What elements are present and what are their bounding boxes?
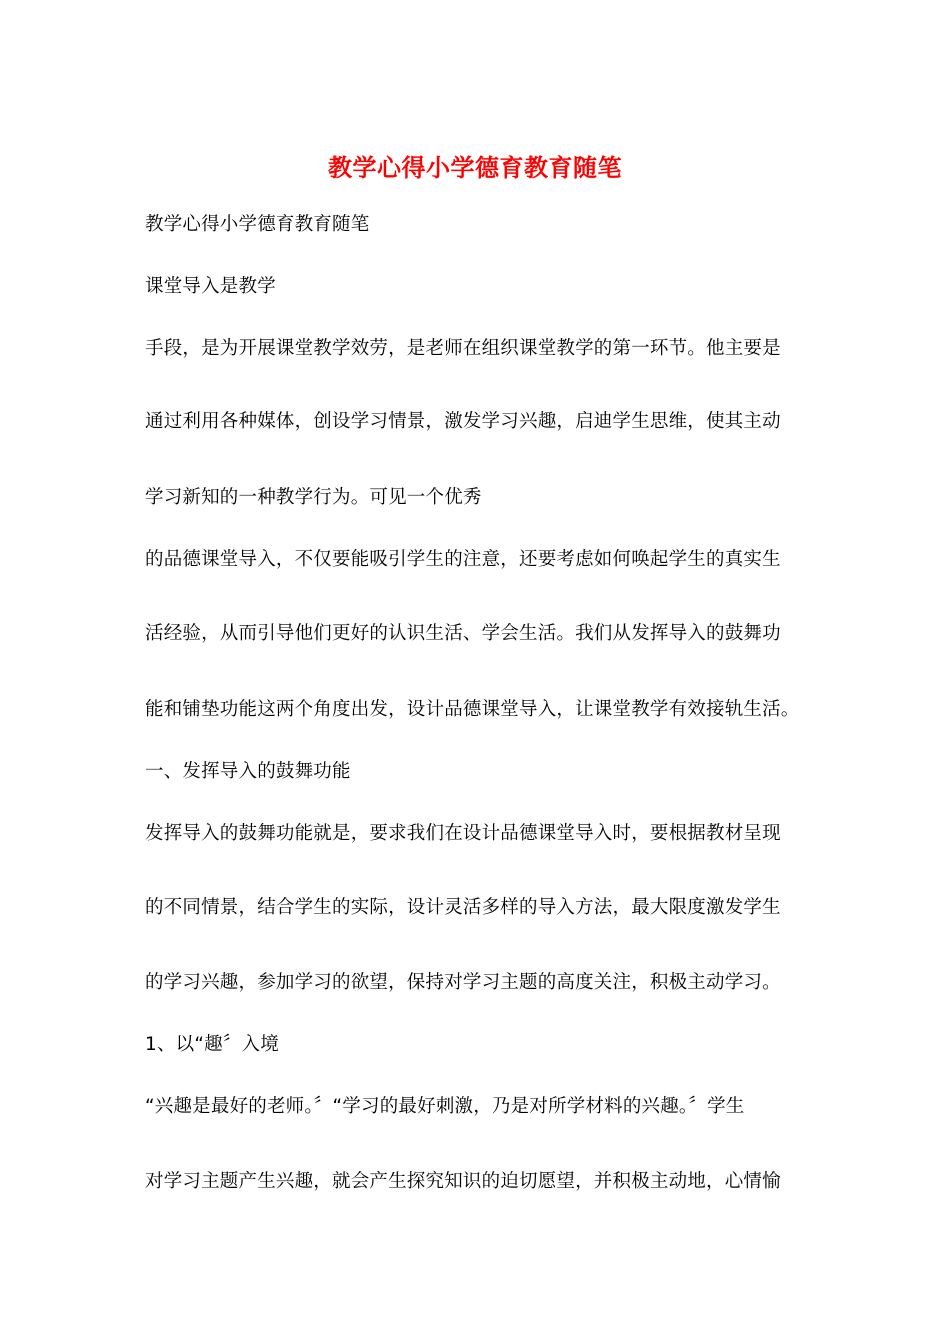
paragraph-line: 活经验，从而引导他们更好的认识生活、学会生活。我们从发挥导入的鼓舞功 bbox=[145, 623, 781, 644]
paragraph-line: 教学心得小学德育教育随笔 bbox=[145, 214, 370, 235]
paragraph-line: 的不同情景，结合学生的实际，设计灵活多样的导入方法，最大限度激发学生 bbox=[145, 897, 781, 918]
paragraph-line: 学习新知的一种教学行为。可见一个优秀 bbox=[145, 487, 482, 508]
paragraph-line: 发挥导入的鼓舞功能就是，要求我们在设计品德课堂导入时，要根据教材呈现 bbox=[145, 823, 781, 844]
subsection-heading: 1、以“趣〞入境 bbox=[145, 1034, 279, 1055]
paragraph-line: 通过利用各种媒体，创设学习情景，激发学习兴趣，启迪学生思维，使其主动 bbox=[145, 411, 781, 432]
paragraph-line: 的品德课堂导入，不仅要能吸引学生的注意，还要考虑如何唤起学生的真实生 bbox=[145, 549, 781, 570]
document-title: 教学心得小学德育教育随笔 bbox=[328, 153, 622, 182]
paragraph-line: 能和铺垫功能这两个角度出发，设计品德课堂导入，让课堂教学有效接轨生活。 bbox=[145, 699, 800, 720]
section-heading: 一、发挥导入的鼓舞功能 bbox=[145, 761, 351, 782]
paragraph-line: 的学习兴趣，参加学习的欲望，保持对学习主题的高度关注，积极主动学习。 bbox=[145, 972, 781, 993]
paragraph-line: “兴趣是最好的老师。〞“学习的最好刺激，乃是对所学材料的兴趣。〞学生 bbox=[145, 1096, 745, 1117]
paragraph-line: 手段，是为开展课堂教学效劳，是老师在组织课堂教学的第一环节。他主要是 bbox=[145, 338, 781, 359]
paragraph-line: 课堂导入是教学 bbox=[145, 276, 276, 297]
paragraph-line: 对学习主题产生兴趣，就会产生探究知识的迫切愿望，并积极主动地，心情愉 bbox=[145, 1171, 781, 1192]
